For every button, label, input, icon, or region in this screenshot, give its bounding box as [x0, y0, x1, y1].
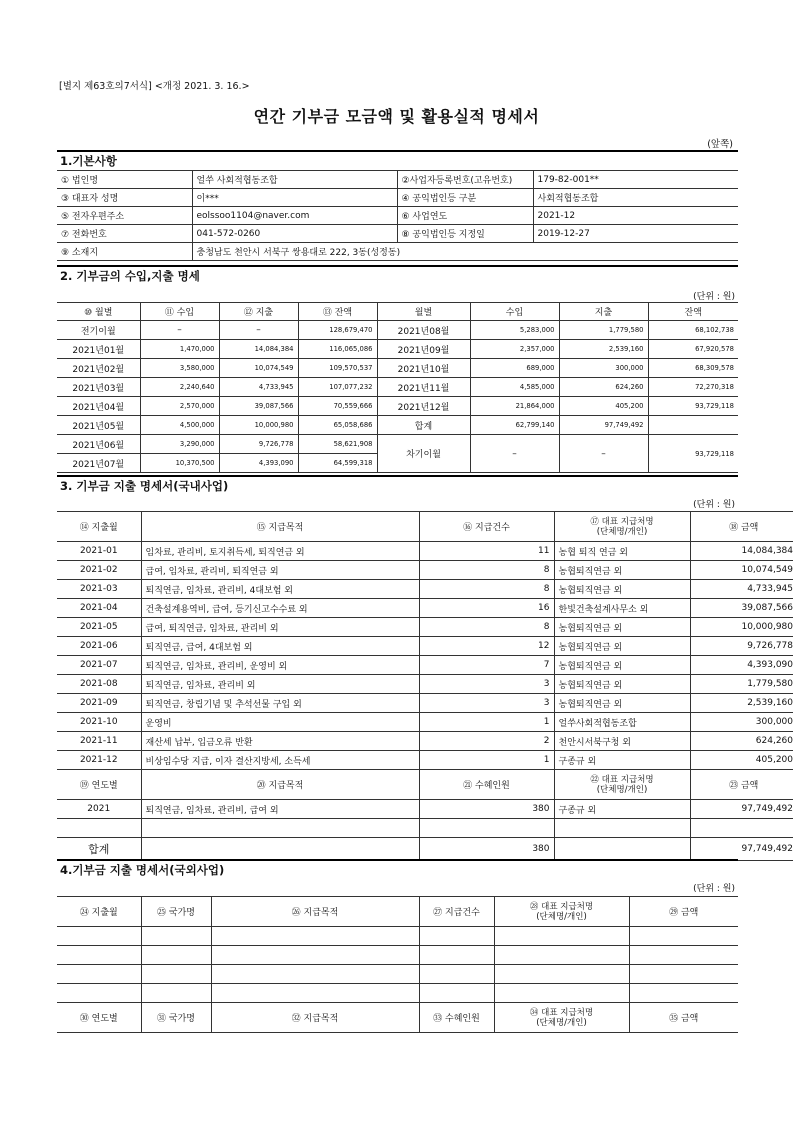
- empty-cell: [419, 946, 494, 965]
- purpose-cell: 퇴직연금, 임차료, 관리비 외: [141, 675, 419, 694]
- payee-cell: 얼쑤사회적협동조합: [554, 713, 690, 732]
- field-label: ⑧ 공익법인등 지정일: [397, 225, 533, 243]
- balance-cell: 67,920,578: [648, 340, 738, 359]
- column-header: ⑰ 대표 지급처명 (단체명/개인): [554, 512, 690, 542]
- empty-cell: [419, 984, 494, 1003]
- expense-cell: 9,726,778: [219, 435, 298, 454]
- amount-cell: 4,733,945: [690, 580, 793, 599]
- month-cell: 2021년03월: [57, 378, 140, 397]
- month-cell: 2021년08월: [377, 321, 470, 340]
- month-cell: 2021년10월: [377, 359, 470, 378]
- table-row: [57, 838, 793, 861]
- expense-cell: 4,393,090: [219, 454, 298, 473]
- payee-cell: [554, 819, 690, 838]
- table-row: [57, 512, 793, 542]
- basic-info-table: [57, 170, 738, 261]
- empty-cell: [57, 984, 141, 1003]
- amount-cell: 1,779,580: [690, 675, 793, 694]
- field-label: ⑥ 사업연도: [397, 207, 533, 225]
- form-number: [별지 제63호의7서식] <개정 2021. 3. 16.>: [59, 81, 250, 92]
- column-header: ㉛ 국가명: [141, 1003, 211, 1033]
- column-header: 월별: [377, 303, 470, 321]
- table-row: [57, 542, 793, 561]
- count-cell: 3: [419, 694, 554, 713]
- count-cell: 380: [419, 838, 554, 861]
- income-cell: 2,570,000: [140, 397, 219, 416]
- purpose-cell: 급여, 퇴직연금, 임차료, 관리비 외: [141, 618, 419, 637]
- empty-cell: [419, 927, 494, 946]
- expense-cell: 4,733,945: [219, 378, 298, 397]
- count-cell: 7: [419, 656, 554, 675]
- column-header: ㉞ 대표 지급처명 (단체명/개인): [494, 1003, 629, 1033]
- purpose-cell: 퇴직연금, 창립기념 및 추석선물 구입 외: [141, 694, 419, 713]
- column-header: ㉜ 지급목적: [211, 1003, 419, 1033]
- column-header: ㉕ 국가명: [141, 897, 211, 927]
- divider: [57, 150, 738, 152]
- field-value: 이***: [192, 189, 397, 207]
- column-header: ⑱ 금액: [690, 512, 793, 542]
- month-cell: 2021-05: [57, 618, 141, 637]
- empty-cell: [629, 984, 738, 1003]
- month-cell: 2021년11월: [377, 378, 470, 397]
- table-row: [57, 189, 738, 207]
- expense-cell: 624,260: [559, 378, 648, 397]
- count-cell: 8: [419, 561, 554, 580]
- divider: [57, 265, 738, 267]
- empty-cell: [141, 965, 211, 984]
- month-cell: 2021-10: [57, 713, 141, 732]
- count-cell: 1: [419, 713, 554, 732]
- purpose-cell: [141, 819, 419, 838]
- income-cell: 3,580,000: [140, 359, 219, 378]
- month-cell: 2021-08: [57, 675, 141, 694]
- expense-cell: 405,200: [559, 397, 648, 416]
- table-row: [57, 946, 738, 965]
- balance-cell: 68,102,738: [648, 321, 738, 340]
- purpose-cell: 임차료, 관리비, 토지취득세, 퇴직연금 외: [141, 542, 419, 561]
- payee-cell: 농협 퇴직 연금 외: [554, 542, 690, 561]
- purpose-cell: 건축설계용역비, 급여, 등기신고수수료 외: [141, 599, 419, 618]
- expense-cell: 14,084,384: [219, 340, 298, 359]
- payee-cell: 농협퇴직연금 외: [554, 637, 690, 656]
- column-header: ⑪ 수입: [140, 303, 219, 321]
- table-row: [57, 359, 738, 378]
- balance-cell: 64,599,318: [298, 454, 377, 473]
- payee-cell: 농협퇴직연금 외: [554, 675, 690, 694]
- balance-cell: 109,570,537: [298, 359, 377, 378]
- month-cell: 2021년12월: [377, 397, 470, 416]
- count-cell: 8: [419, 580, 554, 599]
- income-cell: 4,500,000: [140, 416, 219, 435]
- payee-cell: [554, 838, 690, 861]
- empty-cell: [211, 946, 419, 965]
- column-header: ㉒ 대표 지급처명 (단체명/개인): [554, 770, 690, 800]
- column-header: ⑯ 지급건수: [419, 512, 554, 542]
- count-cell: [419, 819, 554, 838]
- amount-cell: 97,749,492: [690, 838, 793, 861]
- expense-cell: 97,749,492: [559, 416, 648, 435]
- count-cell: 8: [419, 618, 554, 637]
- month-cell: 2021년09월: [377, 340, 470, 359]
- column-header: ㉟ 금액: [629, 1003, 738, 1033]
- table-row: [57, 675, 793, 694]
- empty-cell: [494, 927, 629, 946]
- income-cell: 689,000: [470, 359, 559, 378]
- month-cell: 2021년01월: [57, 340, 140, 359]
- column-header: ⑳ 지급목적: [141, 770, 419, 800]
- purpose-cell: 퇴직연금, 급여, 4대보험 외: [141, 637, 419, 656]
- column-header: ㉘ 대표 지급처명 (단체명/개인): [494, 897, 629, 927]
- year-cell: 2021: [57, 800, 141, 819]
- table-row: [57, 225, 738, 243]
- column-header: ㉚ 연도별: [57, 1003, 141, 1033]
- amount-cell: 14,084,384: [690, 542, 793, 561]
- table-row: [57, 819, 793, 838]
- section4-heading: 4.기부금 지출 명세서(국외사업): [60, 863, 225, 877]
- field-value: eolssoo1104@naver.com: [192, 207, 397, 225]
- page-title: 연간 기부금 모금액 및 활용실적 명세서: [253, 107, 540, 126]
- table-row: [57, 618, 793, 637]
- payee-cell: 한빛건축설계사무소 외: [554, 599, 690, 618]
- balance-cell: 107,077,232: [298, 378, 377, 397]
- month-cell: 2021년07월: [57, 454, 140, 473]
- column-header: ㉓ 금액: [690, 770, 793, 800]
- field-value: 사회적협동조합: [533, 189, 738, 207]
- column-header: ㉔ 지출월: [57, 897, 141, 927]
- empty-cell: [211, 965, 419, 984]
- table-row: [57, 340, 738, 359]
- income-cell: 2,240,640: [140, 378, 219, 397]
- month-cell: 2021년02월: [57, 359, 140, 378]
- month-cell: 2021-02: [57, 561, 141, 580]
- empty-cell: [629, 946, 738, 965]
- balance-cell: 72,270,318: [648, 378, 738, 397]
- amount-cell: 300,000: [690, 713, 793, 732]
- balance-cell: 93,729,118: [648, 435, 738, 473]
- month-cell: 2021-03: [57, 580, 141, 599]
- divider: [57, 475, 738, 477]
- expense-cell: –: [219, 321, 298, 340]
- field-value: 얼쑤 사회적협동조합: [192, 171, 397, 189]
- purpose-cell: 운영비: [141, 713, 419, 732]
- column-header: ⑩ 월별: [57, 303, 140, 321]
- field-value: 041-572-0260: [192, 225, 397, 243]
- amount-cell: 405,200: [690, 751, 793, 770]
- empty-cell: [494, 984, 629, 1003]
- table-row: [57, 207, 738, 225]
- month-cell: 2021-01: [57, 542, 141, 561]
- amount-cell: 624,260: [690, 732, 793, 751]
- table-row: [57, 435, 738, 454]
- month-cell: 2021-09: [57, 694, 141, 713]
- balance-cell: 68,309,578: [648, 359, 738, 378]
- field-label: ⑦ 전화번호: [57, 225, 192, 243]
- income-cell: 4,585,000: [470, 378, 559, 397]
- expense-cell: 10,074,549: [219, 359, 298, 378]
- count-cell: 2: [419, 732, 554, 751]
- section3-unit: (단위 : 원): [693, 500, 735, 510]
- balance-cell: 116,065,086: [298, 340, 377, 359]
- column-header: 지출: [559, 303, 648, 321]
- empty-cell: [419, 965, 494, 984]
- empty-cell: [57, 965, 141, 984]
- count-cell: 16: [419, 599, 554, 618]
- table-row: [57, 713, 793, 732]
- balance-cell: 93,729,118: [648, 397, 738, 416]
- purpose-cell: 급여, 임차료, 관리비, 퇴직연금 외: [141, 561, 419, 580]
- month-cell: 합계: [377, 416, 470, 435]
- balance-cell: 70,559,666: [298, 397, 377, 416]
- payee-cell: 천안시서북구청 외: [554, 732, 690, 751]
- table-row: [57, 321, 738, 340]
- month-cell: 전기이월: [57, 321, 140, 340]
- table-row: [57, 378, 738, 397]
- table-row: [57, 800, 793, 819]
- empty-cell: [141, 927, 211, 946]
- amount-cell: 2,539,160: [690, 694, 793, 713]
- expense-cell: 300,000: [559, 359, 648, 378]
- income-cell: 62,799,140: [470, 416, 559, 435]
- empty-cell: [141, 946, 211, 965]
- count-cell: 11: [419, 542, 554, 561]
- table-row: [57, 770, 793, 800]
- section2-unit: (단위 : 원): [693, 292, 735, 302]
- table-row: [57, 599, 793, 618]
- empty-cell: [494, 946, 629, 965]
- month-cell: 2021년06월: [57, 435, 140, 454]
- table-row: [57, 897, 738, 927]
- amount-cell: 9,726,778: [690, 637, 793, 656]
- month-cell: 차기이월: [377, 435, 470, 473]
- payee-cell: 농협퇴직연금 외: [554, 694, 690, 713]
- income-cell: –: [470, 435, 559, 473]
- income-cell: 3,290,000: [140, 435, 219, 454]
- balance-cell: 58,621,908: [298, 435, 377, 454]
- month-cell: 2021-07: [57, 656, 141, 675]
- field-value: 179-82-001**: [533, 171, 738, 189]
- table-row: [57, 965, 738, 984]
- table-row: [57, 694, 793, 713]
- empty-cell: [211, 984, 419, 1003]
- purpose-cell: 퇴직연금, 임차료, 관리비, 운영비 외: [141, 656, 419, 675]
- amount-cell: 10,000,980: [690, 618, 793, 637]
- table-row: [57, 580, 793, 599]
- amount-cell: 39,087,566: [690, 599, 793, 618]
- balance-cell: 128,679,470: [298, 321, 377, 340]
- purpose-cell: 퇴직연금, 임차료, 관리비, 4대보험 외: [141, 580, 419, 599]
- purpose-cell: 비상임수당 지급, 이자 결산지방세, 소득세: [141, 751, 419, 770]
- month-cell: 2021년04월: [57, 397, 140, 416]
- empty-cell: [629, 927, 738, 946]
- overseas-expense-table: [57, 896, 738, 1033]
- purpose-cell: [141, 838, 419, 861]
- table-row: [57, 927, 738, 946]
- field-label: ⑤ 전자우편주소: [57, 207, 192, 225]
- column-header: ㉙ 금액: [629, 897, 738, 927]
- field-value: 충청남도 천안시 서북구 쌍용대로 222, 3동(성정동): [192, 243, 738, 261]
- amount-cell: [690, 819, 793, 838]
- payee-cell: 농협퇴직연금 외: [554, 656, 690, 675]
- divider: [57, 859, 738, 861]
- table-row: [57, 416, 738, 435]
- table-row: [57, 171, 738, 189]
- income-cell: 1,470,000: [140, 340, 219, 359]
- count-cell: 12: [419, 637, 554, 656]
- column-header: ㉑ 수혜인원: [419, 770, 554, 800]
- total-label: 합계: [57, 838, 141, 861]
- income-cell: 5,283,000: [470, 321, 559, 340]
- amount-cell: 4,393,090: [690, 656, 793, 675]
- column-header: ⑫ 지출: [219, 303, 298, 321]
- section4-unit: (단위 : 원): [693, 884, 735, 894]
- income-expense-table: [57, 302, 738, 473]
- empty-cell: [629, 965, 738, 984]
- count-cell: 380: [419, 800, 554, 819]
- column-header: 수입: [470, 303, 559, 321]
- expense-cell: –: [559, 435, 648, 473]
- month-cell: 2021-11: [57, 732, 141, 751]
- empty-cell: [141, 984, 211, 1003]
- field-label: ②사업자등록번호(고유번호): [397, 171, 533, 189]
- domestic-expense-table: [57, 511, 793, 861]
- expense-cell: 10,000,980: [219, 416, 298, 435]
- section1-heading: 1.기본사항: [60, 154, 117, 168]
- year-cell: [57, 819, 141, 838]
- empty-cell: [57, 946, 141, 965]
- table-row: [57, 397, 738, 416]
- table-row: [57, 732, 793, 751]
- field-value: 2021-12: [533, 207, 738, 225]
- empty-cell: [57, 927, 141, 946]
- column-header: 잔액: [648, 303, 738, 321]
- table-row: [57, 561, 793, 580]
- table-row: [57, 984, 738, 1003]
- income-cell: –: [140, 321, 219, 340]
- table-row: [57, 656, 793, 675]
- section2-heading: 2. 기부금의 수입,지출 명세: [60, 269, 200, 283]
- month-cell: 2021-06: [57, 637, 141, 656]
- balance-cell: 65,058,686: [298, 416, 377, 435]
- column-header: ⑲ 연도별: [57, 770, 141, 800]
- expense-cell: 39,087,566: [219, 397, 298, 416]
- table-row: [57, 637, 793, 656]
- table-row: [57, 243, 738, 261]
- column-header: ⑮ 지급목적: [141, 512, 419, 542]
- expense-cell: 1,779,580: [559, 321, 648, 340]
- side-label: (앞쪽): [707, 139, 733, 150]
- empty-cell: [494, 965, 629, 984]
- field-label: ⑨ 소재지: [57, 243, 192, 261]
- payee-cell: 농협퇴직연금 외: [554, 618, 690, 637]
- amount-cell: 97,749,492: [690, 800, 793, 819]
- field-value: 2019-12-27: [533, 225, 738, 243]
- income-cell: 10,370,500: [140, 454, 219, 473]
- income-cell: 2,357,000: [470, 340, 559, 359]
- payee-cell: 농협퇴직연금 외: [554, 580, 690, 599]
- column-header: ㉖ 지급목적: [211, 897, 419, 927]
- amount-cell: 10,074,549: [690, 561, 793, 580]
- payee-cell: 구종규 외: [554, 800, 690, 819]
- column-header: ㉝ 수혜인원: [419, 1003, 494, 1033]
- field-label: ④ 공익법인등 구분: [397, 189, 533, 207]
- count-cell: 3: [419, 675, 554, 694]
- field-label: ① 법인명: [57, 171, 192, 189]
- column-header: ㉗ 지급건수: [419, 897, 494, 927]
- balance-cell: [648, 416, 738, 435]
- payee-cell: 농협퇴직연금 외: [554, 561, 690, 580]
- column-header: ⑬ 잔액: [298, 303, 377, 321]
- purpose-cell: 퇴직연금, 임차료, 관리비, 급여 외: [141, 800, 419, 819]
- count-cell: 1: [419, 751, 554, 770]
- income-cell: 21,864,000: [470, 397, 559, 416]
- payee-cell: 구종규 외: [554, 751, 690, 770]
- table-row: [57, 303, 738, 321]
- table-row: [57, 751, 793, 770]
- purpose-cell: 재산세 납부, 입금오류 반환: [141, 732, 419, 751]
- field-label: ③ 대표자 성명: [57, 189, 192, 207]
- expense-cell: 2,539,160: [559, 340, 648, 359]
- month-cell: 2021-12: [57, 751, 141, 770]
- empty-cell: [211, 927, 419, 946]
- month-cell: 2021-04: [57, 599, 141, 618]
- table-row: [57, 1003, 738, 1033]
- section3-heading: 3. 기부금 지출 명세서(국내사업): [60, 479, 229, 493]
- column-header: ⑭ 지출월: [57, 512, 141, 542]
- month-cell: 2021년05월: [57, 416, 140, 435]
